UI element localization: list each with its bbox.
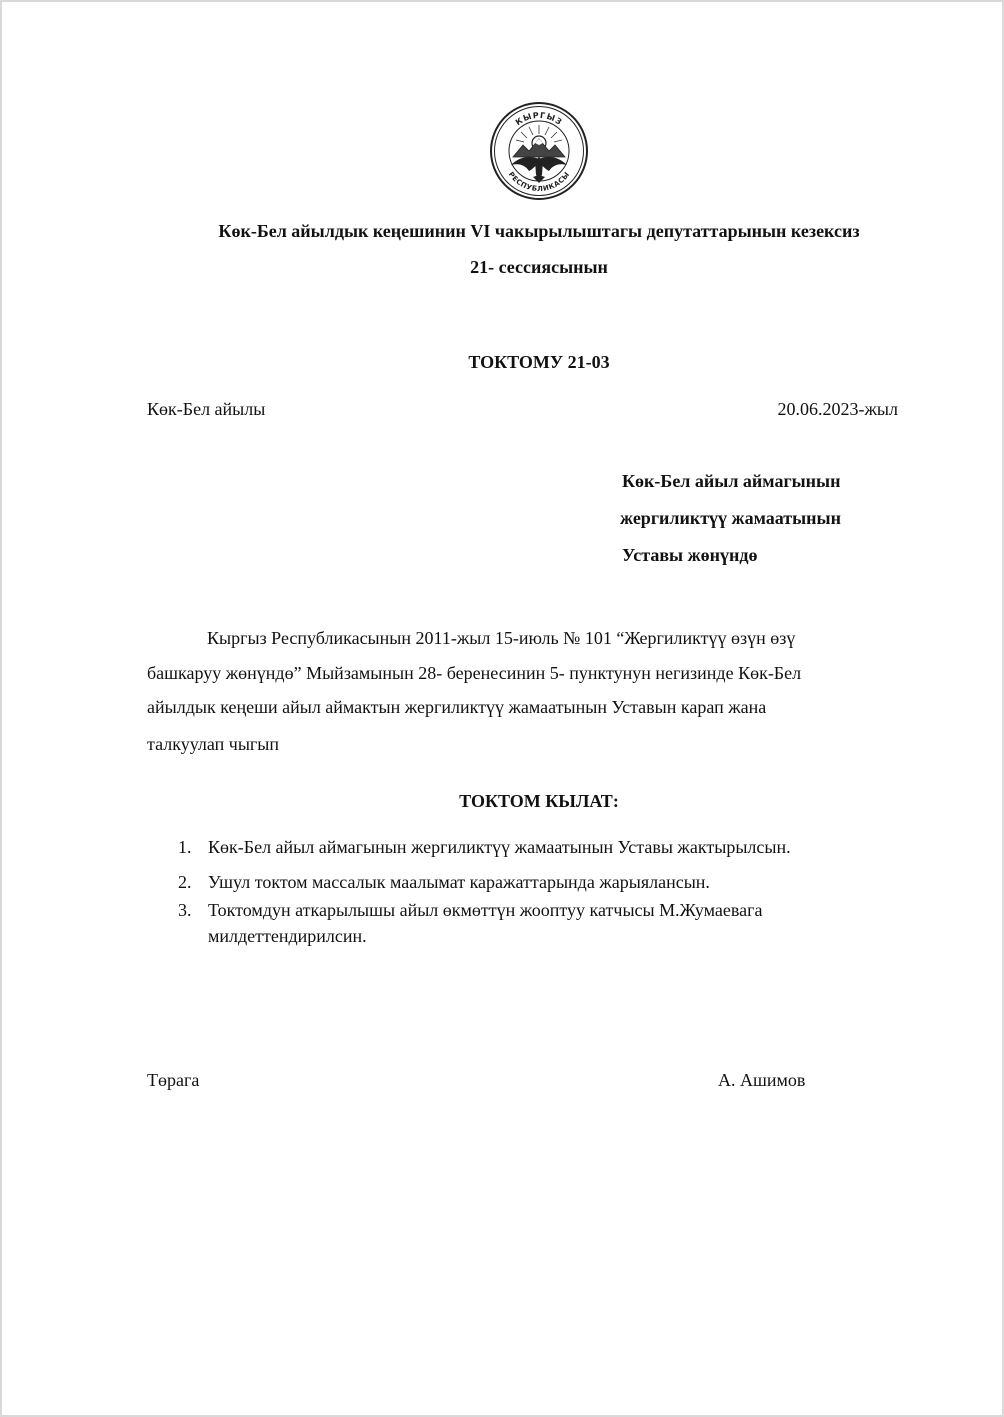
emblem-bottom-text: РЕСПУБЛИКАСЫ bbox=[506, 170, 572, 194]
list-item-number: 2. bbox=[178, 872, 192, 892]
body-line-4: талкуулап чыгып bbox=[147, 734, 280, 754]
emblem-top-text: КЫРГЫЗ bbox=[513, 110, 565, 128]
list-item-text: Ушул токтом массалык маалымат каражаттарында жарыялансын. bbox=[208, 872, 710, 892]
subject-line-1: Көк-Бел айыл аймагынын bbox=[622, 471, 841, 491]
subject-line-3: Уставы жөнүндө bbox=[622, 545, 758, 565]
document-title: ТОКТОМУ 21-03 bbox=[468, 352, 610, 372]
coat-of-arms-emblem bbox=[489, 101, 589, 201]
svg-text:КЫРГЫЗ bbox=[514, 111, 564, 127]
body-line-1: Кыргыз Республикасынын 2011-жыл 15-июль № 101 “Жергиликтүү өзүн өзү bbox=[207, 628, 796, 648]
list-item-number: 3. bbox=[178, 900, 192, 920]
header-line-2: 21- сессиясынын bbox=[470, 257, 608, 277]
subject-line-2: жергиликтүү жамаатынын bbox=[620, 508, 841, 528]
resolves-heading: ТОКТОМ КЫЛАТ: bbox=[459, 791, 619, 811]
list-item-text: Токтомдун аткарылышы айыл өкмөттүн жооптуу катчысы М.Жумаевага милдеттендирилсин. bbox=[208, 900, 763, 946]
document-date: 20.06.2023-жыл bbox=[777, 399, 898, 419]
signature-name: А. Ашимов bbox=[718, 1070, 806, 1090]
signature-role: Төрага bbox=[147, 1070, 200, 1090]
list-item-number: 1. bbox=[178, 837, 192, 857]
body-line-3: айылдык кеңеши айыл аймактын жергиликтүү жамаатынын Уставын карап жана bbox=[147, 697, 767, 717]
header-line-1: Көк-Бел айылдык кеңешинин VI чакырылыштагы депутаттарынын кезексиз bbox=[218, 221, 860, 241]
document-place: Көк-Бел айылы bbox=[147, 399, 266, 419]
list-item-text: Көк-Бел айыл аймагынын жергиликтүү жамаатынын Уставы жактырылсын. bbox=[208, 837, 791, 857]
body-line-2: башкаруу жөнүндө” Мыйзамынын 28- беренесинин 5- пунктунун негизинде Көк-Бел bbox=[147, 663, 802, 683]
